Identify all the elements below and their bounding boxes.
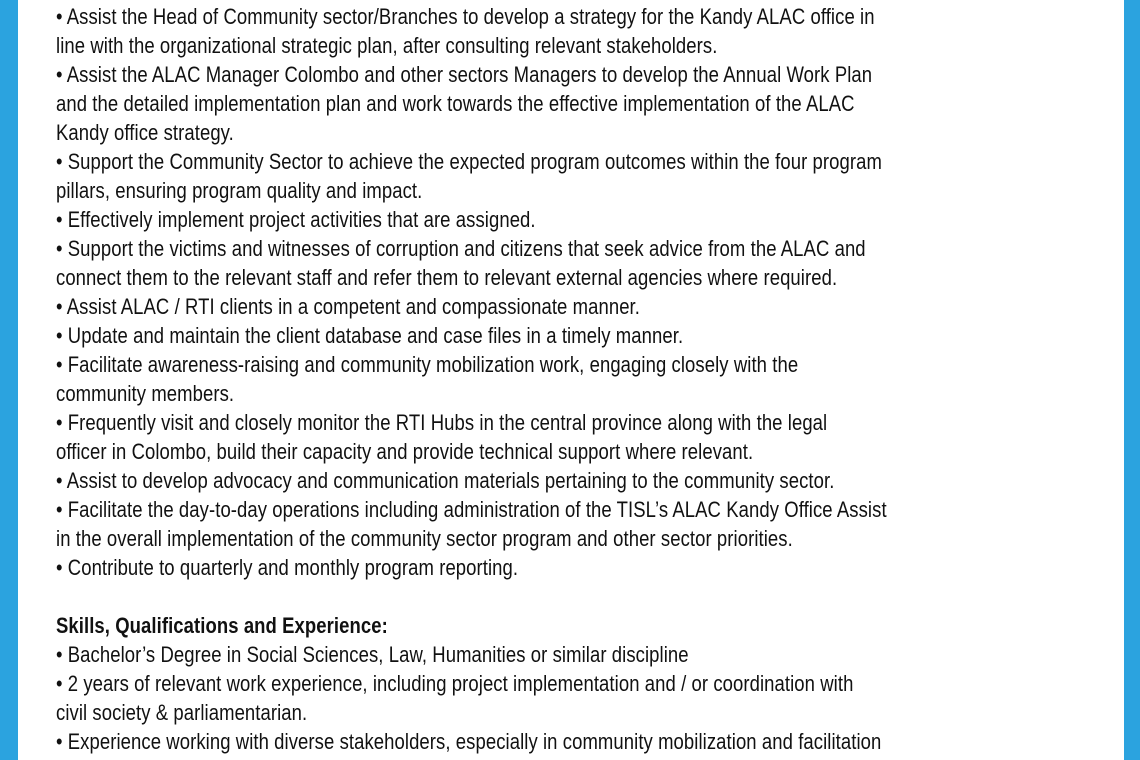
list-item: [56, 466, 1116, 495]
text-line: • Assist the ALAC Manager Colombo and other sectors Managers to develop the Annual Work Plan: [56, 62, 873, 87]
text-line: connect them to the relevant staff and refer them to relevant external agencies where required.: [56, 265, 838, 290]
list-item: [56, 495, 1116, 553]
text-line: • Assist ALAC / RTI clients in a competent and compassionate manner.: [56, 294, 640, 319]
text-line: • 2 years of relevant work experience, including project implementation and / or coordination with: [56, 671, 854, 696]
list-item: [56, 727, 1116, 756]
list-item: [56, 669, 1116, 727]
text-line: community members.: [56, 381, 235, 406]
text-line: • Contribute to quarterly and monthly program reporting.: [56, 555, 519, 580]
skills-heading: Skills, Qualifications and Experience:: [56, 613, 388, 638]
list-item: [56, 408, 1116, 466]
list-item: [56, 321, 1116, 350]
responsibilities-list: [56, 2, 1116, 582]
list-item: [56, 350, 1116, 408]
list-item: [56, 553, 1116, 582]
text-line: • Facilitate the day-to-day operations including administration of the TISL’s ALAC Kandy Office Assist: [56, 497, 887, 522]
text-line: line with the organizational strategic plan, after consulting relevant stakeholders.: [56, 33, 718, 58]
text-line: Kandy office strategy.: [56, 120, 234, 145]
list-item: [56, 640, 1116, 669]
text-line: • Experience working with diverse stakeholders, especially in community mobilization and facilitation: [56, 729, 882, 754]
list-item: [56, 2, 1116, 60]
list-item: [56, 234, 1116, 292]
text-line: officer in Colombo, build their capacity and provide technical support where relevant.: [56, 439, 754, 464]
list-item: [56, 205, 1116, 234]
list-item: [56, 60, 1116, 147]
text-line: • Bachelor’s Degree in Social Sciences, Law, Humanities or similar discipline: [56, 642, 689, 667]
text-line: civil society & parliamentarian.: [56, 700, 308, 725]
text-line: • Effectively implement project activities that are assigned.: [56, 207, 536, 232]
text-line: • Update and maintain the client database and case files in a timely manner.: [56, 323, 684, 348]
section-gap: [56, 582, 1116, 611]
text-line: and the detailed implementation plan and work towards the effective implementation of the ALAC: [56, 91, 855, 116]
text-line: • Facilitate awareness-raising and community mobilization work, engaging closely with the: [56, 352, 799, 377]
text-line: • Support the Community Sector to achieve the expected program outcomes within the four program: [56, 149, 882, 174]
text-line: • Assist to develop advocacy and communication materials pertaining to the community sector.: [56, 468, 835, 493]
text-line: • Assist the Head of Community sector/Branches to develop a strategy for the Kandy ALAC office in: [56, 4, 875, 29]
skills-list: [56, 640, 1116, 756]
list-item: [56, 147, 1116, 205]
text-line: • Frequently visit and closely monitor the RTI Hubs in the central province along with the legal: [56, 410, 828, 435]
list-item: [56, 292, 1116, 321]
text-line: • Support the victims and witnesses of corruption and citizens that seek advice from the ALAC and: [56, 236, 866, 261]
text-line: pillars, ensuring program quality and impact.: [56, 178, 423, 203]
document-body: [56, 2, 1116, 756]
text-line: in the overall implementation of the community sector program and other sector priorities.: [56, 526, 793, 551]
